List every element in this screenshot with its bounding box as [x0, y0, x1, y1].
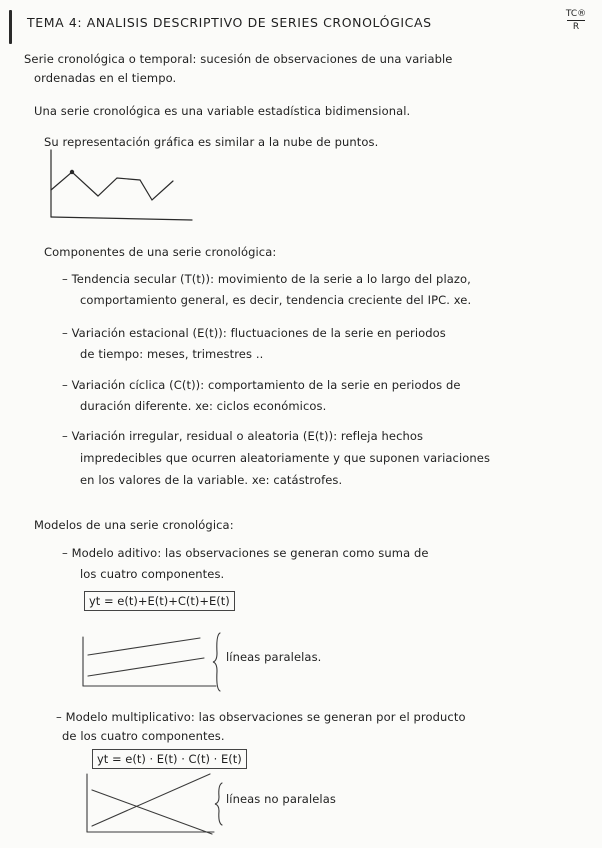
intro-line-1: Serie cronológica o temporal: sucesión de observaciones de una variable: [24, 52, 453, 66]
intro-line-4: Su representación gráfica es similar a la nube de puntos.: [44, 135, 379, 149]
sketch-point: [70, 170, 73, 173]
multi-line-2-text: de los cuatro componentes.: [62, 729, 225, 743]
multi-line-1-text: – Modelo multiplicativo: las observaciones se generan por el producto: [56, 710, 466, 724]
multiplicative-model-sketch: [87, 774, 222, 834]
irregular-line-3: en los valores de la variable. xe: catástrofes.: [80, 473, 343, 487]
intro-line-2: ordenadas en el tiempo.: [34, 71, 177, 85]
aditivo-line-2: los cuatro componentes.: [80, 567, 225, 581]
multi-brace: [215, 783, 222, 825]
time-series-sketch: [51, 150, 192, 220]
page-title: TEMA 4: ANALISIS DESCRIPTIVO DE SERIES CRONOLÓGICAS: [27, 15, 432, 30]
multi-formula-box: yt = e(t) · E(t) · C(t) · E(t): [92, 749, 247, 769]
irregular-line-1: – Variación irregular, residual o aleatoria (E(t)): refleja hechos: [62, 429, 424, 443]
multi-note: líneas no paralelas: [226, 792, 336, 806]
additive-line-2: [88, 658, 204, 676]
ciclica-line-1: – Variación cíclica (C(t)): comportamiento de la serie en periodos de: [62, 378, 461, 392]
estacional-line-2: de tiempo: meses, trimestres ..: [80, 347, 264, 361]
models-heading: Modelos de una serie cronológica:: [34, 518, 234, 532]
sketch-series-line: [51, 172, 173, 200]
additive-brace: [213, 633, 220, 691]
additive-line-1: [88, 638, 200, 655]
aditivo-note: líneas paralelas.: [226, 650, 322, 664]
components-heading: Componentes de una serie cronológica:: [44, 245, 277, 259]
page-code-top: TC®: [565, 9, 587, 19]
estacional-line-1: – Variación estacional (E(t)): fluctuaciones de la serie en periodos: [62, 326, 446, 340]
multi-line-2: [92, 790, 212, 834]
additive-model-sketch: [83, 633, 220, 691]
tendencia-line-2: comportamiento general, es decir, tendencia creciente del IPC. xe.: [80, 293, 472, 307]
ciclica-line-2: duración diferente. xe: ciclos económicos.: [80, 399, 327, 413]
aditivo-formula-box: yt = e(t)+E(t)+C(t)+E(t): [84, 591, 235, 611]
sketch-x-axis: [51, 217, 192, 220]
aditivo-line-1: – Modelo aditivo: las observaciones se generan como suma de: [62, 546, 429, 560]
intro-line-3: Una serie cronológica es una variable estadística bidimensional.: [34, 104, 411, 118]
multi-line-1: [92, 774, 210, 826]
tendencia-line-1: – Tendencia secular (T(t)): movimiento de la serie a lo largo del plazo,: [62, 272, 471, 286]
irregular-line-2: impredecibles que ocurren aleatoriamente y que suponen variaciones: [80, 451, 491, 465]
page-code-bottom: R: [572, 22, 580, 32]
